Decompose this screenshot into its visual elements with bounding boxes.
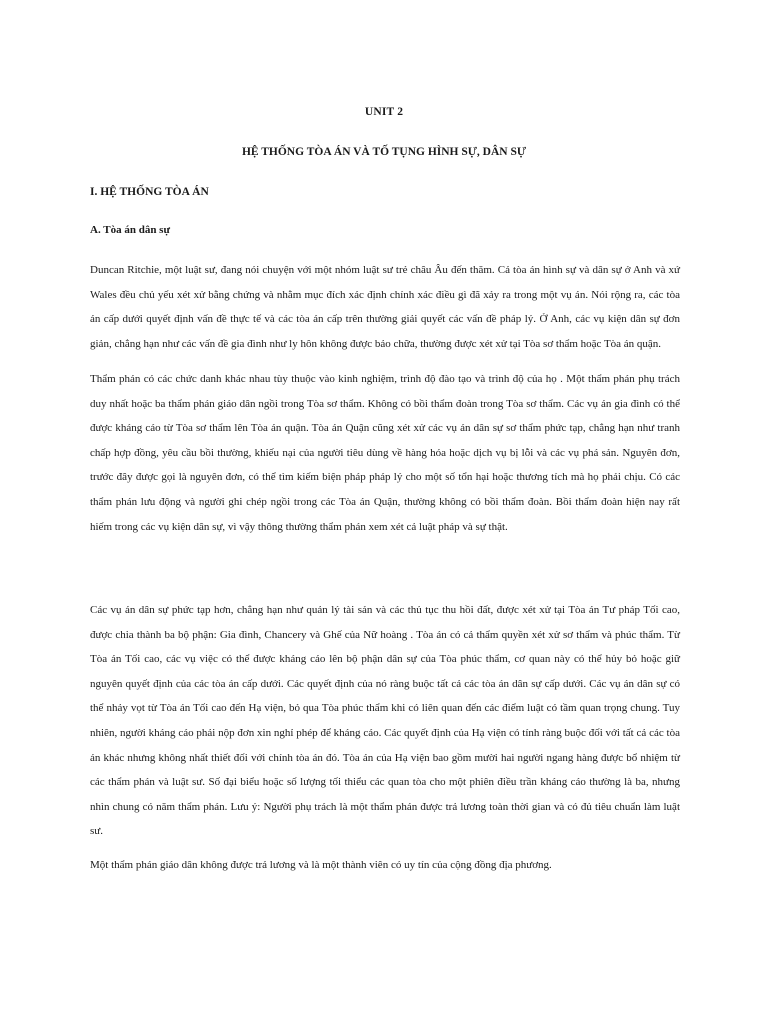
paragraph-3: Các vụ án dân sự phức tạp hơn, chẳng hạn như quản lý tài sản và các thủ tục thu hồi đất, được xét xử tại Tòa án Tư pháp Tối cao, được chia thành ba bộ phận: Gia đình, Chancery và Ghế của Nữ hoàng . Tòa án có cả thẩm quyền xét xử sơ thẩm và phúc thẩm. Từ Tòa án Tối cao, các vụ việc có thể được kháng cáo lên bộ phận dân sự của Tòa phúc thẩm, cơ quan này có thể hủy bỏ hoặc giữ nguyên quyết định của các tòa án cấp dưới. Các quyết định của nó ràng buộc tất cả các tòa án dân sự cấp dưới. Các vụ án dân sự có thể nhảy vọt từ Tòa án Tối cao đến Hạ viện, bỏ qua Tòa phúc thẩm khi có liên quan đến các điểm luật có tầm quan trọng chung. Tuy nhiên, người kháng cáo phải nộp đơn xin nghỉ phép để kháng cáo. Các quyết định của Hạ viện có tính ràng buộc đối với tất cả các tòa án khác nhưng không nhất thiết đối với chính tòa án đó. Tòa án của Hạ viện bao gồm mười hai người ngang hàng được bổ nhiệm từ các thẩm phán và luật sư. Số đại biểu hoặc số lượng tối thiểu các quan tòa cho một phiên điều trần kháng cáo thường là ba, nhưng nhìn chung có năm thẩm phán. Lưu ý: Người phụ trách là một thẩm phán được trả lương toàn thời gian và có đủ tiêu chuẩn làm luật sư. — [90, 604, 680, 838]
paragraph-1: Duncan Ritchie, một luật sư, đang nói chuyện với một nhóm luật sư trẻ châu Âu đến thăm. Cả tòa án hình sự và dân sự ở Anh và xứ Wales đều chủ yếu xét xử bằng chứng và nhằm mục đích xác định chính xác điều gì đã xảy ra trong một vụ án. Nói rộng ra, các tòa án cấp dưới quyết định vấn đề thực tế và các tòa án cấp trên thường giải quyết các vấn đề pháp lý. Ở Anh, các vụ kiện dân sự đơn giản, chẳng hạn như các vấn đề gia đình như ly hôn không được bảo chữa, thường được xét xử tại Tòa sơ thẩm hoặc Tòa án quận. — [90, 264, 680, 350]
sub-heading: A. Tòa án dân sự — [90, 224, 171, 236]
paragraph-2: Thẩm phán có các chức danh khác nhau tùy thuộc vào kinh nghiệm, trình độ đào tạo và trình độ của họ . Một thẩm phán phụ trách duy nhất hoặc ba thẩm phán giáo dân ngồi trong Tòa sơ thẩm. Không có bồi thẩm đoàn trong Tòa sơ thẩm. Các vụ án gia đình có thể được kháng cáo từ Tòa sơ thẩm lên Tòa án quận. Tòa án Quận cũng xét xử các vụ án dân sự sơ thẩm phức tạp, chẳng hạn như tranh chấp hợp đồng, yêu cầu bồi thường, khiếu nại của người tiêu dùng về hàng hóa hoặc dịch vụ bị lỗi và các vụ phá sản. Nguyên đơn, trước đây được gọi là nguyên đơn, có thể tìm kiếm biện pháp pháp lý cho một số tổn hại hoặc thương tích mà họ phải chịu. Có các thẩm phán lưu động và người ghi chép ngồi trong các Tòa án Quận, thường không có bồi thẩm đoàn. Bồi thẩm đoàn hiện nay rất hiếm trong các vụ kiện dân sự, vì vậy thông thường thẩm phán xem xét cả luật pháp và sự thật. — [90, 373, 680, 533]
section-heading: I. HỆ THỐNG TÒA ÁN — [90, 186, 209, 198]
unit-title: UNIT 2 — [364, 106, 404, 118]
main-title: HỆ THỐNG TÒA ÁN VÀ TỐ TỤNG HÌNH SỰ, DÂN SỰ — [241, 146, 527, 158]
paragraph-4: Một thẩm phán giáo dân không được trả lương và là một thành viên có uy tín của cộng đồng địa phương. — [90, 859, 552, 871]
